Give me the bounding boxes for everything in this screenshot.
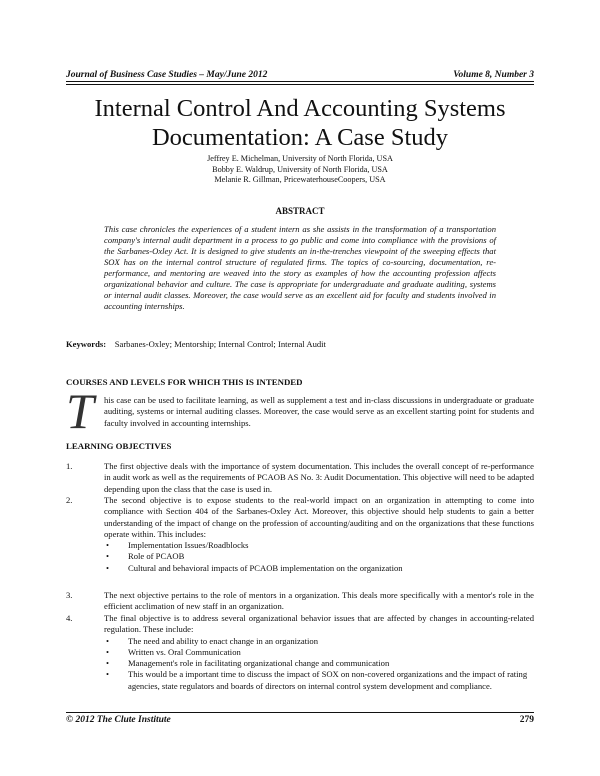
author-3: Melanie R. Gillman, PricewaterhouseCoopers, USA [214,175,386,184]
journal-title: Journal of Business Case Studies – May/June 2012 [66,70,268,80]
objective-number: 4. [66,613,73,623]
title-line-1: Internal Control And Accounting Systems [94,95,506,122]
objective-3 [66,590,534,613]
objective-bullets [104,540,534,574]
abstract-text: This case chronicles the experiences of a student intern as she assists in the transformation of a transportation company's internal audit department in a process to go public and come into compliance with the provisions of the Sarbanes-Oxley Act. It is designed to give students an in-the-trenches viewpoint of the sweeping effects that SOX has on the internal control structure of regulated firms. The topics of co-sourcing, documentation, re-performance, and mentoring are weaved into the story as examples of how the accounting profession affects organizational behavior and culture. The case is appropriate for undergraduate and graduate auditing, systems or internal audit classes. Moreover, the case would serve as an excellent aid for faculty and students involved in accounting internships. [104,224,496,311]
list-item: • Cultural and behavioral impacts of PCAOB implementation on the organization [106,562,403,573]
list-item: • Written vs. Oral Communication [106,646,241,657]
objective-text: The final objective is to address several organizational behavior issues that are affected by changes in accounting-related regulation. These include: [104,613,534,635]
courses-text: his case can be used to facilitate learning, as well as supplement a test and in-class discussions in undergraduate or graduate auditing, systems or internal auditing classes. Moreover, the case would serve as an excellent starting point for students and faculty involved in accounting internships. [104,395,534,428]
list-item: • This would be a important time to discuss the impact of SOX on non-covered organizations and the impact of rating agencies, state regulators and boards of directors on internal control system development and compliance. [106,669,528,691]
author-1: Jeffrey E. Michelman, University of North Florida, USA [207,154,393,163]
header-rule [66,84,534,85]
objective-number: 2. [66,495,73,505]
objective-bullets [104,636,534,692]
objective-1 [66,461,534,495]
list-item: • The need and ability to enact change in an organization [106,635,319,646]
objective-text: The first objective deals with the importance of system documentation. This includes the overall concept of re-performance in audit work as well as the requirements of PCAOB AS No. 3: Audit Documentation. This objective will need to be adapted depending upon the class that the case is used in. [104,461,534,494]
learning-objectives-heading: LEARNING OBJECTIVES [66,441,172,451]
objective-4 [66,613,534,692]
author-2: Bobby E. Waldrup, University of North Florida, USA [212,164,388,174]
copyright: © 2012 The Clute Institute [66,715,171,725]
abstract-heading: ABSTRACT [275,206,325,216]
keywords-label: Keywords: [66,339,107,349]
author-list [60,154,540,186]
objective-text: The next objective pertains to the role of mentors in a organization. This deals more specifically with a mentor's role in the efficient acclimation of new staff in an organization. [104,590,534,612]
objective-number: 3. [66,590,73,600]
list-item: • Role of PCAOB [106,551,185,562]
page-footer [66,712,534,725]
page-number: 279 [519,715,534,725]
list-item: • Management's role in facilitating organizational change and communication [106,658,390,669]
objective-number: 1. [66,461,73,471]
courses-heading: COURSES AND LEVELS FOR WHICH THIS IS INTENDED [66,377,303,387]
objective-2 [66,495,534,574]
objective-text: The second objective is to expose students to the real-world impact on an organization in attempting to come into compliance with Section 404 of the Sarbanes-Oxley Act. Moreover, this objective should help students to gain a better understanding of the impact of change on the profession of accounting/auditing and on the organizations that these functions operate within. This includes: [104,495,534,539]
drop-cap: T [66,383,94,439]
list-item: • Implementation Issues/Roadblocks [106,540,249,551]
volume-number: Volume 8, Number 3 [453,70,534,80]
running-header [66,70,534,82]
title-line-2: Documentation: A Case Study [151,124,449,151]
keywords-value: Sarbanes-Oxley; Mentorship; Internal Control; Internal Audit [114,339,326,349]
article-title [40,94,560,152]
keywords [66,339,534,349]
